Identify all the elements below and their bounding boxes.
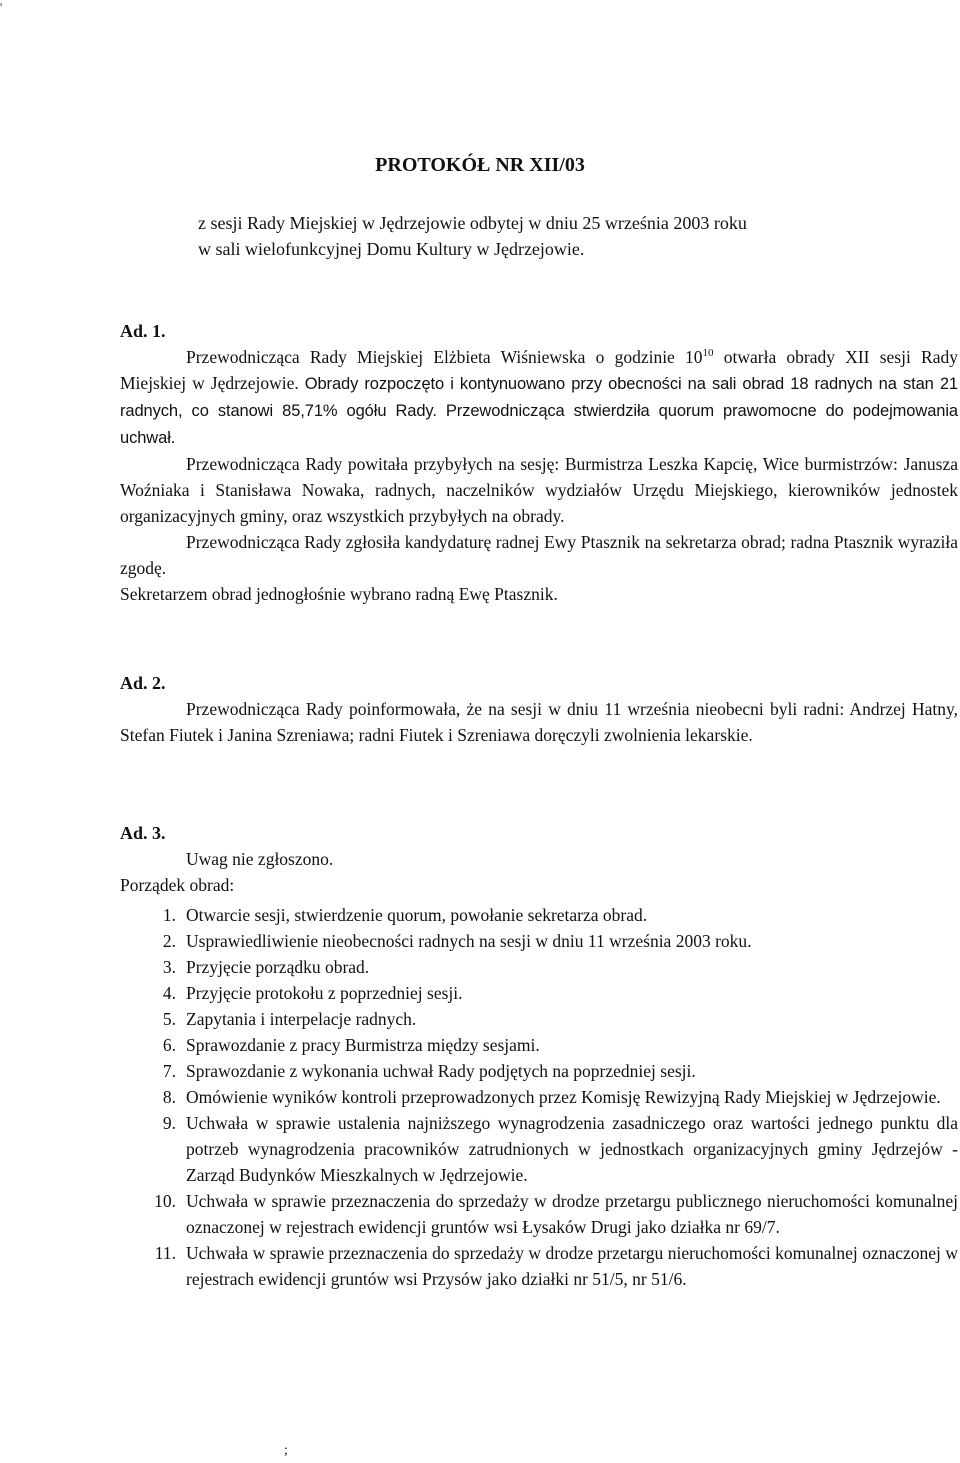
agenda-item — [120, 1084, 958, 1110]
quorum-text: Obrady rozpoczęto i kontynuowano przy obecności na sali obrad 18 radnych na stan 21 radnych, co stanowi 85,71% ogółu Rady. Przewodnicząca stwierdziła quorum prawomocne do podejmowania uchwał. — [120, 375, 959, 447]
paragraph-opening — [120, 344, 958, 451]
agenda-item — [120, 1240, 958, 1292]
scan-corner-mark: ' — [0, 0, 3, 14]
agenda-item — [120, 1188, 958, 1240]
agenda-item — [120, 980, 958, 1006]
agenda-item — [120, 902, 958, 928]
agenda-item-text: Sprawozdanie z wykonania uchwał Rady podjętych na poprzedniej sesji. — [186, 1061, 696, 1081]
subtitle-line-1: z sesji Rady Miejskiej w Jędrzejowie odbytej w dniu 25 września 2003 roku — [198, 213, 747, 233]
agenda-item-text: Sprawozdanie z pracy Burmistrza między sesjami. — [186, 1035, 540, 1055]
paragraph-absences: Przewodnicząca Rady poinformowała, że na sesji w dniu 11 września nieobecni byli radni: Andrzej Hatny, Stefan Fiutek i Janina Szreniawa; radni Fiutek i Szreniawa doręczyli zwolnienia lekarskie. — [120, 699, 958, 745]
section-heading: Ad. 1. — [120, 321, 166, 341]
agenda-item — [120, 1058, 958, 1084]
agenda-item-number: 6. — [162, 1035, 176, 1055]
remarks-text: Uwag nie zgłoszono. — [186, 849, 334, 869]
agenda-item-number: 8. — [162, 1087, 176, 1107]
agenda-item-text: Uchwała w sprawie przeznaczenia do sprzedaży w drodze przetargu publicznego nieruchomości komunalnej oznaczonej w rejestrach ewidencji gruntów wsi Łysaków Drugi jako działka nr 69/7. — [186, 1191, 958, 1237]
section-heading: Ad. 3. — [120, 823, 166, 843]
agenda-item-text: Uchwała w sprawie ustalenia najniższego wynagrodzenia zasadniczego oraz wartości jednego punktu dla potrzeb wynagrodzenia pracowników zatrudnionych w jednostkach organizacyjnych gminy Jędrzejów - Zarząd Budynków Mieszkalnych w Jędrzejowie. — [186, 1113, 958, 1185]
agenda-item-text: Zapytania i interpelacje radnych. — [186, 1009, 417, 1029]
agenda-label: Porządek obrad: — [120, 875, 235, 895]
agenda-item-text: Uchwała w sprawie przeznaczenia do sprzedaży w drodze przetargu nieruchomości komunalnej oznaczonej w rejestrach ewidencji gruntów wsi Przysów jako działki nr 51/5, nr 51/6. — [186, 1243, 958, 1289]
document-subtitle — [198, 210, 898, 262]
agenda-item — [120, 1032, 958, 1058]
paragraph-welcome: Przewodnicząca Rady powitała przybyłych na sesję: Burmistrza Leszka Kapcię, Wice burmistrzów: Janusza Woźniaka i Stanisława Nowaka, radnych, naczelników wydziałów Urzędu Miejskiego, kierowników jednostek organizacyjnych gminy, oraz wszystkich przybyłych na obrady. — [120, 454, 958, 526]
agenda-item-number: 4. — [162, 983, 176, 1003]
agenda-item-number: 10. — [154, 1191, 176, 1211]
time-minutes: 10 — [702, 347, 714, 360]
agenda-item-number: 5. — [162, 1009, 176, 1029]
section-ad-1 — [120, 318, 958, 607]
paragraph-secretary-candidate: Przewodnicząca Rady zgłosiła kandydaturę radnej Ewy Ptasznik na sekretarza obrad; radna Ptasznik wyraziła zgodę. — [120, 532, 958, 578]
agenda-item-number: 3. — [162, 957, 176, 977]
agenda-item-number: 1. — [162, 905, 176, 925]
agenda-item — [120, 954, 958, 980]
section-heading: Ad. 2. — [120, 673, 166, 693]
agenda-item-number: 7. — [162, 1061, 176, 1081]
agenda-item — [120, 928, 958, 954]
agenda-item-text: Otwarcie sesji, stwierdzenie quorum, powołanie sekretarza obrad. — [186, 905, 648, 925]
agenda-item — [120, 1006, 958, 1032]
agenda-item-text: Usprawiedliwienie nieobecności radnych na sesji w dniu 11 września 2003 roku. — [186, 931, 752, 951]
agenda-item-number: 2. — [162, 931, 176, 951]
agenda-item-text: Przyjęcie protokołu z poprzedniej sesji. — [186, 983, 463, 1003]
agenda-item-number: 11. — [154, 1243, 176, 1263]
section-ad-2 — [120, 670, 958, 748]
footer-mark: ; — [284, 1443, 288, 1458]
agenda-item-text: Przyjęcie porządku obrad. — [186, 957, 370, 977]
agenda-list — [120, 902, 958, 1292]
agenda-item — [120, 1110, 958, 1188]
section-ad-3 — [120, 820, 958, 898]
opening-text: Przewodnicząca Rady Miejskiej Elżbieta Wiśniewska o godzinie 10 — [186, 347, 703, 367]
agenda-item-text: Omówienie wyników kontroli przeprowadzonych przez Komisję Rewizyjną Rady Miejskiej w Jędrzejowie. — [186, 1087, 941, 1107]
opening-text-cont: otwarła obrady XII sesji Rady Miejskiej w Jędrzejowie. — [120, 347, 958, 393]
paragraph-secretary-elected: Sekretarzem obrad jednogłośnie wybrano radną Ewę Ptasznik. — [120, 584, 558, 604]
agenda-item-number: 9. — [162, 1113, 176, 1133]
document-title: PROTOKÓŁ NR XII/03 — [375, 154, 585, 176]
subtitle-line-2: w sali wielofunkcyjnej Domu Kultury w Jędrzejowie. — [198, 239, 585, 259]
